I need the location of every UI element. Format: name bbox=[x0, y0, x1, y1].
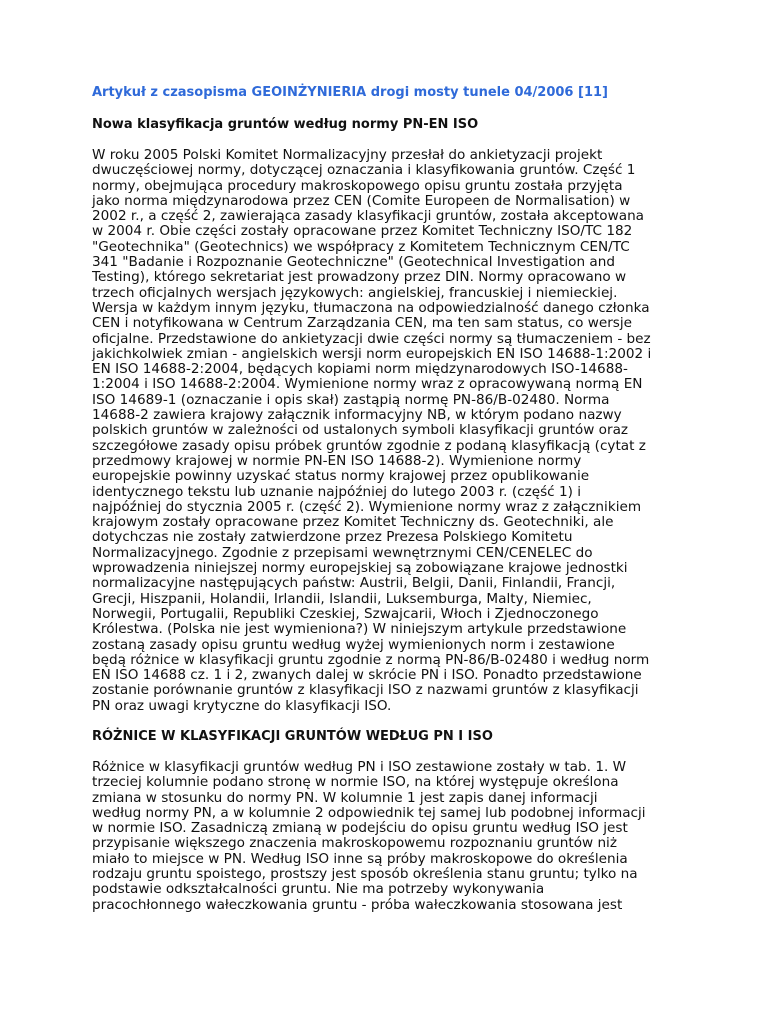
paragraph-line: Różnice w klasyfikacji gruntów według PN i ISO zestawione zostały w tab. 1. W bbox=[92, 758, 627, 775]
paragraph-line: Testing), którego sekretariat jest prowadzony przez DIN. Normy opracowano w bbox=[92, 269, 627, 286]
paragraph-line: europejskie powinny uzyskać status normy krajowej przez opublikowanie bbox=[92, 468, 590, 485]
paragraph-line: podstawie odkształcalności gruntu. Nie ma potrzeby wykonywania bbox=[92, 881, 545, 898]
paragraph-line: Norwegii, Portugalii, Republiki Czeskiej, Szwajcarii, Włoch i Zjednoczonego bbox=[92, 605, 599, 622]
paragraph-line: "Geotechnika" (Geotechnics) we współpracy z Komitetem Technicznym CEN/TC bbox=[92, 238, 630, 255]
paragraph-line: EN ISO 14688 cz. 1 i 2, zwanych dalej w skrócie PN i ISO. Ponadto przedstawione bbox=[92, 667, 642, 684]
paragraph-line: szczegółowe zasady opisu próbek gruntów zgodnie z podaną klasyfikacją (cytat z bbox=[92, 437, 646, 454]
paragraph-line: dotychczas nie zostały zatwierdzone przez Prezesa Polskiego Komitetu bbox=[92, 529, 573, 546]
paragraph-line: Królestwa. (Polska nie jest wymieniona?) W niniejszym artykule przedstawione bbox=[92, 621, 627, 638]
paragraph-line: jako norma międzynarodowa przez CEN (Comite Europeen de Normalisation) w bbox=[92, 192, 631, 209]
paragraph-line: przypisanie większego znaczenia makroskopowemu rozpoznaniu gruntów niż bbox=[92, 835, 617, 852]
paragraph-line: przedmowy krajowej w normie PN-EN ISO 14688-2). Wymienione normy bbox=[92, 452, 582, 469]
paragraph-line: identycznego tekstu lub uznanie najpóźniej do lutego 2003 r. (część 1) i bbox=[92, 483, 582, 500]
paragraph-line: trzeciej kolumnie podano stronę w normie ISO, na której występuje określona bbox=[92, 774, 619, 791]
paragraph-line: najpóźniej do stycznia 2005 r. (część 2). Wymienione normy wraz z załącznikiem bbox=[92, 498, 642, 515]
paragraph-line: będą różnice w klasyfikacji gruntu zgodnie z normą PN-86/B-02480 i według norm bbox=[92, 651, 650, 668]
paragraph-line: normalizacyjne następujących państw: Austrii, Belgii, Danii, Finlandii, Francji, bbox=[92, 575, 616, 592]
paragraph-line: 341 "Badanie i Rozpoznanie Geotechniczne" (Geotechnical Investigation and bbox=[92, 254, 615, 271]
paragraph-line: rodzaju gruntu spoistego, prostszy jest sposób określenia stanu gruntu; tylko na bbox=[92, 866, 638, 883]
paragraph-line: polskich gruntów w zależności od ustalonych symboli klasyfikacji gruntów oraz bbox=[92, 422, 629, 439]
paragraph-line: CEN i notyfikowana w Centrum Zarządzania CEN, ma ten sam status, co wersje bbox=[92, 315, 633, 332]
paragraph-line: zostaną zasady opisu gruntu według wyżej wymienionych norm i zestawione bbox=[92, 636, 615, 653]
paragraph-line: zmiana w stosunku do normy PN. W kolumnie 1 jest zapis danej informacji bbox=[92, 789, 598, 806]
paragraph-line: EN ISO 14688-2:2004, będących kopiami norm międzynarodowych ISO-14688- bbox=[92, 361, 628, 378]
paragraph-line: wprowadzenia niniejszej normy europejskiej są zobowiązane krajowe jednostki bbox=[92, 560, 628, 577]
section-heading: RÓŻNICE W KLASYFIKACJI GRUNTÓW WEDŁUG PN I ISO bbox=[92, 728, 493, 744]
paragraph-line: 14688-2 zawiera krajowy załącznik informacyjny NB, w którym podano nazwy bbox=[92, 407, 622, 424]
body-paragraph-1 bbox=[92, 148, 682, 714]
paragraph-line: trzech oficjalnych wersjach językowych: angielskiej, francuskiej i niemieckiej. bbox=[92, 284, 618, 301]
source-link[interactable]: Artykuł z czasopisma GEOINŻYNIERIA drogi mosty tunele 04/2006 [11] bbox=[92, 85, 608, 100]
paragraph-line: Normalizacyjnego. Zgodnie z przepisami wewnętrznymi CEN/CENELEC do bbox=[92, 544, 593, 561]
paragraph-line: miało to miejsce w PN. Według ISO inne są próby makroskopowe do określenia bbox=[92, 850, 628, 867]
paragraph-line: ISO 14689-1 (oznaczanie i opis skał) zastąpią normę PN-86/B-02480. Norma bbox=[92, 391, 610, 408]
paragraph-line: według normy PN, a w kolumnie 2 odpowiednik tej samej lub podobnej informacji bbox=[92, 804, 646, 821]
paragraph-line: Wersja w każdym innym języku, tłumaczona na odpowiedzialność danego członka bbox=[92, 299, 650, 316]
document-page bbox=[92, 84, 682, 913]
paragraph-line: oficjalne. Przedstawione do ankietyzacji dwie części normy są tłumaczeniem - bez bbox=[92, 330, 651, 347]
paragraph-line: krajowym zostały opracowane przez Komitet Techniczny ds. Geotechniki, ale bbox=[92, 514, 614, 531]
paragraph-line: Grecji, Hiszpanii, Holandii, Irlandii, Islandii, Luksemburga, Malty, Niemiec, bbox=[92, 590, 592, 607]
paragraph-line: w 2004 r. Obie części zostały opracowane przez Komitet Techniczny ISO/TC 182 bbox=[92, 223, 633, 240]
paragraph-line: W roku 2005 Polski Komitet Normalizacyjny przesłał do ankietyzacji projekt bbox=[92, 147, 603, 163]
body-paragraph-2 bbox=[92, 760, 682, 913]
paragraph-line: 1:2004 i ISO 14688-2:2004. Wymienione normy wraz z opracowywaną normą EN bbox=[92, 376, 643, 393]
paragraph-line: dwuczęściowej normy, dotyczącej oznaczania i klasyfikowania gruntów. Część 1 bbox=[92, 162, 636, 179]
paragraph-line: jakichkolwiek zmian - angielskich wersji norm europejskich EN ISO 14688-1:2002 i bbox=[92, 345, 652, 362]
paragraph-line: 2002 r., a część 2, zawierająca zasady klasyfikacji gruntów, została akceptowana bbox=[92, 208, 645, 225]
paragraph-line: zostanie porównanie gruntów z klasyfikacji ISO z nazwami gruntów z klasyfikacji bbox=[92, 682, 639, 699]
article-title: Nowa klasyfikacja gruntów według normy PN-EN ISO bbox=[92, 117, 479, 132]
paragraph-line: normy, obejmująca procedury makroskopowego opisu gruntu została przyjęta bbox=[92, 177, 623, 194]
paragraph-line: PN oraz uwagi krytyczne do klasyfikacji ISO. bbox=[92, 697, 392, 714]
paragraph-line: w normie ISO. Zasadniczą zmianą w podejściu do opisu gruntu według ISO jest bbox=[92, 820, 628, 837]
paragraph-line: pracochłonnego wałeczkowania gruntu - próba wałeczkowania stosowana jest bbox=[92, 896, 623, 913]
